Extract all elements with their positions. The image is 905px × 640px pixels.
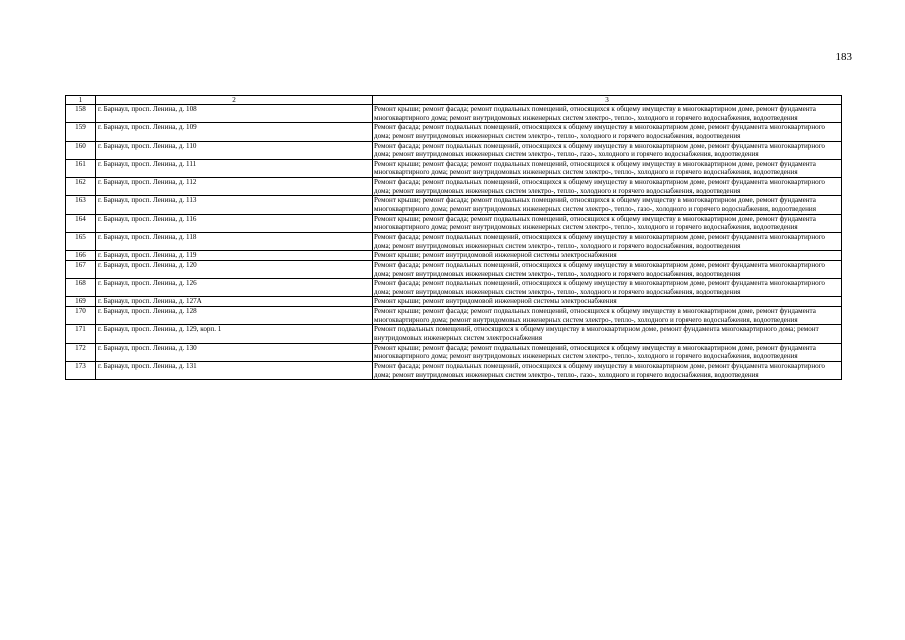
- row-work-types: Ремонт фасада; ремонт подвальных помещений, относящихся к общему имуществу в многоквартирном доме, ремонт фундамента многоквартирного дома; ремонт внутридомовых инженерных систем электро-, тепло-, холодного и горячего водоснабжения, водоотведения: [373, 260, 842, 278]
- table-row: [66, 105, 842, 123]
- table-row: [66, 159, 842, 177]
- table-row: [66, 297, 842, 307]
- row-address: г. Барнаул, просп. Ленина, д. 128: [96, 307, 373, 325]
- row-address: г. Барнаул, просп. Ленина, д. 131: [96, 361, 373, 379]
- row-number: 173: [66, 361, 96, 379]
- row-work-types: Ремонт крыши; ремонт фасада; ремонт подвальных помещений, относящихся к общему имуществу в многоквартирном доме, ремонт фундамента многоквартирного дома; ремонт внутридомовых инженерных систем электро-, тепло-, холодного и горячего водоснабжения, водоотведения: [373, 307, 842, 325]
- row-number: 163: [66, 196, 96, 214]
- table-row: [66, 196, 842, 214]
- table-row: [66, 123, 842, 141]
- row-number: 170: [66, 307, 96, 325]
- row-work-types: Ремонт крыши; ремонт фасада; ремонт подвальных помещений, относящихся к общему имуществу в многоквартирном доме, ремонт фундамента многоквартирного дома; ремонт внутридомовых инженерных систем электро-, тепло-, холодного и горячего водоснабжения, водоотведения: [373, 159, 842, 177]
- table-row: [66, 325, 842, 343]
- row-number: 165: [66, 232, 96, 250]
- row-work-types: Ремонт фасада; ремонт подвальных помещений, относящихся к общему имуществу в многоквартирном доме, ремонт фундамента многоквартирного дома; ремонт внутридомовых инженерных систем электро-, тепло-, газо-, холодного и горячего водоснабжения, водоотведения: [373, 361, 842, 379]
- row-address: г. Барнаул, просп. Ленина, д. 118: [96, 232, 373, 250]
- row-work-types: Ремонт крыши; ремонт фасада; ремонт подвальных помещений, относящихся к общему имуществу в многоквартирном доме, ремонт фундамента многоквартирного дома; ремонт внутридомовых инженерных систем электро-, тепло-, газо-, холодного и горячего водоснабжения, водоотведения: [373, 196, 842, 214]
- table-row: [66, 343, 842, 361]
- row-address: г. Барнаул, просп. Ленина, д. 109: [96, 123, 373, 141]
- row-address: г. Барнаул, просп. Ленина, д. 113: [96, 196, 373, 214]
- row-address: г. Барнаул, просп. Ленина, д. 110: [96, 141, 373, 159]
- table-row: [66, 361, 842, 379]
- row-address: г. Барнаул, просп. Ленина, д. 129, корп. 1: [96, 325, 373, 343]
- row-work-types: Ремонт фасада; ремонт подвальных помещений, относящихся к общему имуществу в многоквартирном доме, ремонт фундамента многоквартирного дома; ремонт внутридомовых инженерных систем электро-, тепло-, газо-, холодного и горячего водоснабжения, водоотведения: [373, 141, 842, 159]
- row-address: г. Барнаул, просп. Ленина, д. 108: [96, 105, 373, 123]
- row-address: г. Барнаул, просп. Ленина, д. 127А: [96, 297, 373, 307]
- row-number: 167: [66, 260, 96, 278]
- table-row: [66, 232, 842, 250]
- row-number: 172: [66, 343, 96, 361]
- table-row: [66, 141, 842, 159]
- row-work-types: Ремонт крыши; ремонт фасада; ремонт подвальных помещений, относящихся к общему имуществу в многоквартирном доме, ремонт фундамента многоквартирного дома; ремонт внутридомовых инженерных систем электро-, тепло-, холодного и горячего водоснабжения, водоотведения: [373, 214, 842, 232]
- table-row: [66, 251, 842, 261]
- column-header-1: 1: [66, 96, 96, 105]
- table-row: [66, 178, 842, 196]
- page-number: 183: [835, 51, 852, 63]
- row-number: 161: [66, 159, 96, 177]
- row-address: г. Барнаул, просп. Ленина, д. 112: [96, 178, 373, 196]
- row-address: г. Барнаул, просп. Ленина, д. 126: [96, 279, 373, 297]
- row-work-types: Ремонт фасада; ремонт подвальных помещений, относящихся к общему имуществу в многоквартирном доме, ремонт фундамента многоквартирного дома; ремонт внутридомовых инженерных систем электро-, тепло-, холодного и горячего водоснабжения, водоотведения: [373, 123, 842, 141]
- row-work-types: Ремонт фасада; ремонт подвальных помещений, относящихся к общему имуществу в многоквартирном доме, ремонт фундамента многоквартирного дома; ремонт внутридомовых инженерных систем электро-, тепло-, холодного и горячего водоснабжения, водоотведения: [373, 232, 842, 250]
- table-row: [66, 279, 842, 297]
- row-address: г. Барнаул, просп. Ленина, д. 130: [96, 343, 373, 361]
- row-number: 164: [66, 214, 96, 232]
- row-work-types: Ремонт подвальных помещений, относящихся к общему имуществу в многоквартирном доме, ремонт фундамента многоквартирного дома; ремонт внутридомовых инженерных систем электроснабжения: [373, 325, 842, 343]
- row-work-types: Ремонт крыши; ремонт фасада; ремонт подвальных помещений, относящихся к общему имуществу в многоквартирном доме, ремонт фундамента многоквартирного дома; ремонт внутридомовых инженерных систем электро-, тепло-, холодного и горячего водоснабжения, водоотведения: [373, 343, 842, 361]
- row-number: 168: [66, 279, 96, 297]
- row-number: 171: [66, 325, 96, 343]
- row-address: г. Барнаул, просп. Ленина, д. 116: [96, 214, 373, 232]
- table-header-row: [66, 96, 842, 105]
- table-row: [66, 260, 842, 278]
- repair-registry-table: [65, 95, 842, 380]
- row-address: г. Барнаул, просп. Ленина, д. 120: [96, 260, 373, 278]
- row-address: г. Барнаул, просп. Ленина, д. 119: [96, 251, 373, 261]
- row-number: 158: [66, 105, 96, 123]
- row-number: 160: [66, 141, 96, 159]
- row-number: 159: [66, 123, 96, 141]
- table-row: [66, 214, 842, 232]
- row-address: г. Барнаул, просп. Ленина, д. 111: [96, 159, 373, 177]
- row-work-types: Ремонт крыши; ремонт фасада; ремонт подвальных помещений, относящихся к общему имуществу в многоквартирном доме, ремонт фундамента многоквартирного дома; ремонт внутридомовых инженерных систем электро-, тепло-, холодного и горячего водоснабжения, водоотведения: [373, 105, 842, 123]
- row-number: 169: [66, 297, 96, 307]
- row-work-types: Ремонт крыши; ремонт внутридомовой инженерной системы электроснабжения: [373, 297, 842, 307]
- row-work-types: Ремонт фасада; ремонт подвальных помещений, относящихся к общему имуществу в многоквартирном доме, ремонт фундамента многоквартирного дома; ремонт внутридомовых инженерных систем электро-, тепло-, холодного и горячего водоснабжения, водоотведения: [373, 178, 842, 196]
- row-number: 166: [66, 251, 96, 261]
- row-work-types: Ремонт крыши; ремонт внутридомовой инженерной системы электроснабжения: [373, 251, 842, 261]
- row-number: 162: [66, 178, 96, 196]
- table-row: [66, 307, 842, 325]
- row-work-types: Ремонт фасада; ремонт подвальных помещений, относящихся к общему имуществу в многоквартирном доме, ремонт фундамента многоквартирного дома; ремонт внутридомовых инженерных систем электро-, тепло-, холодного и горячего водоснабжения, водоотведения: [373, 279, 842, 297]
- column-header-2: 2: [96, 96, 373, 105]
- column-header-3: 3: [373, 96, 842, 105]
